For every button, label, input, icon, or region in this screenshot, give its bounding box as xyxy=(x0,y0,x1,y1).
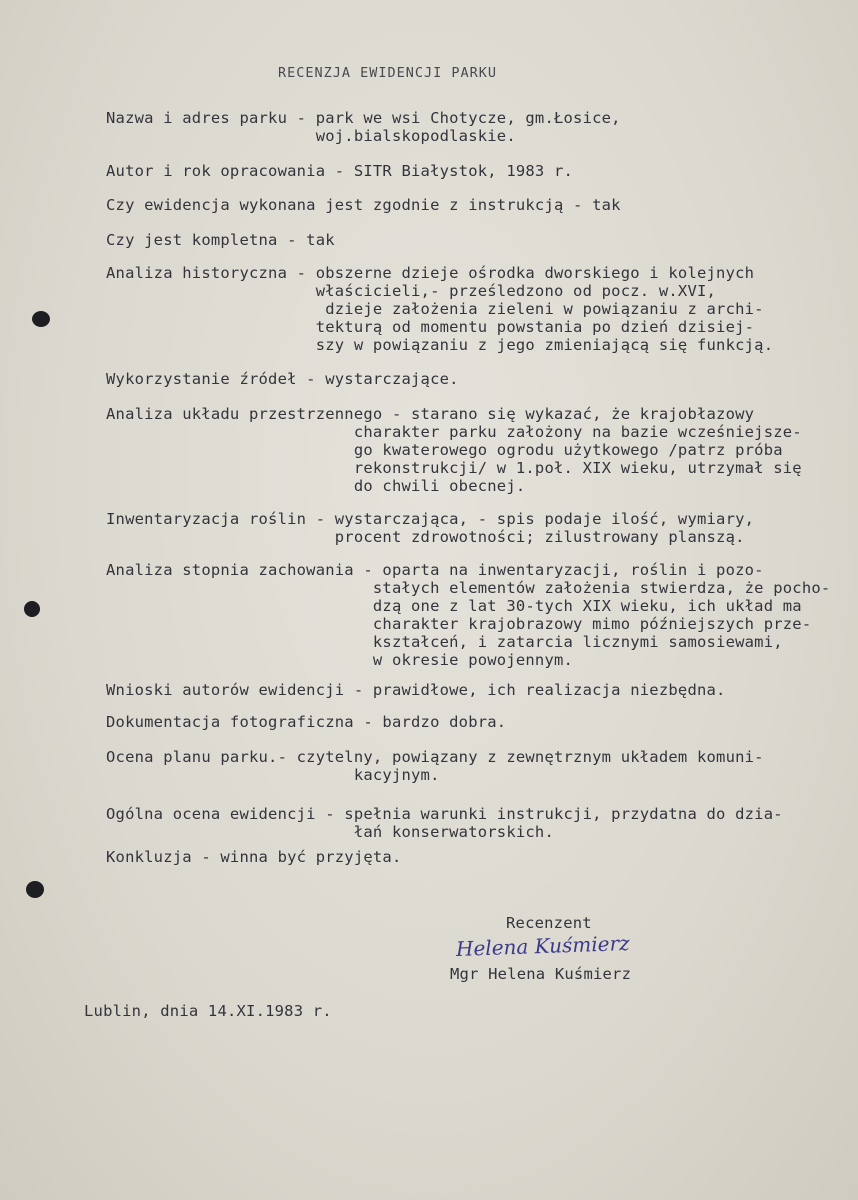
line-uklad-2: charakter parku założony na bazie wcześniejsze- xyxy=(106,423,802,441)
reviewer-name: Mgr Helena Kuśmierz xyxy=(450,965,632,983)
line-ocena-2: łań konserwatorskich. xyxy=(106,823,554,841)
line-analiza-hist-3: dzieje założenia zieleni w powiązaniu z archi- xyxy=(106,300,764,318)
line-stopien-6: w okresie powojennym. xyxy=(106,651,574,669)
document-title: RECENZJA EWIDENCJI PARKU xyxy=(278,65,498,81)
line-kompletna: Czy jest kompletna - tak xyxy=(106,231,335,249)
line-nazwa-1: Nazwa i adres parku - park we wsi Chotycze, gm.Łosice, xyxy=(106,109,621,127)
line-analiza-hist-4: tekturą od momentu powstania po dzień dzisiej- xyxy=(106,318,755,336)
handwritten-signature: Helena Kuśmierz xyxy=(455,930,630,962)
line-analiza-hist-2: właścicieli,- prześledzono od pocz. w.XVI, xyxy=(106,282,717,300)
line-ocena-1: Ogólna ocena ewidencji - spełnia warunki instrukcji, przydatna do dzia- xyxy=(106,805,783,823)
line-plan-2: kacyjnym. xyxy=(106,766,440,784)
reviewer-label: Recenzent xyxy=(506,914,592,932)
line-analiza-hist-5: szy w powiązaniu z jego zmieniającą się funkcją. xyxy=(106,336,774,354)
punch-hole-top xyxy=(32,311,50,327)
line-analiza-hist-1: Analiza historyczna - obszerne dzieje ośrodka dworskiego i kolejnych xyxy=(106,264,755,282)
line-wnioski: Wnioski autorów ewidencji - prawidłowe, ich realizacja niezbędna. xyxy=(106,681,726,699)
line-konkluzja: Konkluzja - winna być przyjęta. xyxy=(106,848,402,866)
line-dokumentacja: Dokumentacja fotograficzna - bardzo dobra. xyxy=(106,713,507,731)
line-stopien-2: stałych elementów założenia stwierdza, że pocho- xyxy=(106,579,831,597)
line-stopien-3: dzą one z lat 30-tych XIX wieku, ich układ ma xyxy=(106,597,802,615)
line-inwentaryzacja-1: Inwentaryzacja roślin - wystarczająca, - spis podaje ilość, wymiary, xyxy=(106,510,755,528)
line-zrodla: Wykorzystanie źródeł - wystarczające. xyxy=(106,370,459,388)
line-zgodnosc: Czy ewidencja wykonana jest zgodnie z instrukcją - tak xyxy=(106,196,621,214)
line-autor: Autor i rok opracowania - SITR Białystok, 1983 r. xyxy=(106,162,574,180)
line-nazwa-2: woj.bialskopodlaskie. xyxy=(106,127,516,145)
line-inwentaryzacja-2: procent zdrowotności; zilustrowany planszą. xyxy=(106,528,745,546)
place-date: Lublin, dnia 14.XI.1983 r. xyxy=(84,1002,332,1020)
line-uklad-4: rekonstrukcji/ w 1.poł. XIX wieku, utrzymał się xyxy=(106,459,802,477)
punch-hole-middle xyxy=(24,601,40,617)
line-stopien-4: charakter krajobrazowy mimo późniejszych prze- xyxy=(106,615,812,633)
line-uklad-1: Analiza układu przestrzennego - starano się wykazać, że krajobłazowy xyxy=(106,405,755,423)
line-stopien-5: kształceń, i zatarcia licznymi samosiewami, xyxy=(106,633,783,651)
line-uklad-3: go kwaterowego ogrodu użytkowego /patrz próba xyxy=(106,441,783,459)
line-plan-1: Ocena planu parku.- czytelny, powiązany z zewnętrznym układem komuni- xyxy=(106,748,764,766)
line-uklad-5: do chwili obecnej. xyxy=(106,477,526,495)
line-stopien-1: Analiza stopnia zachowania - oparta na inwentaryzacji, roślin i pozo- xyxy=(106,561,764,579)
punch-hole-bottom xyxy=(26,881,44,898)
